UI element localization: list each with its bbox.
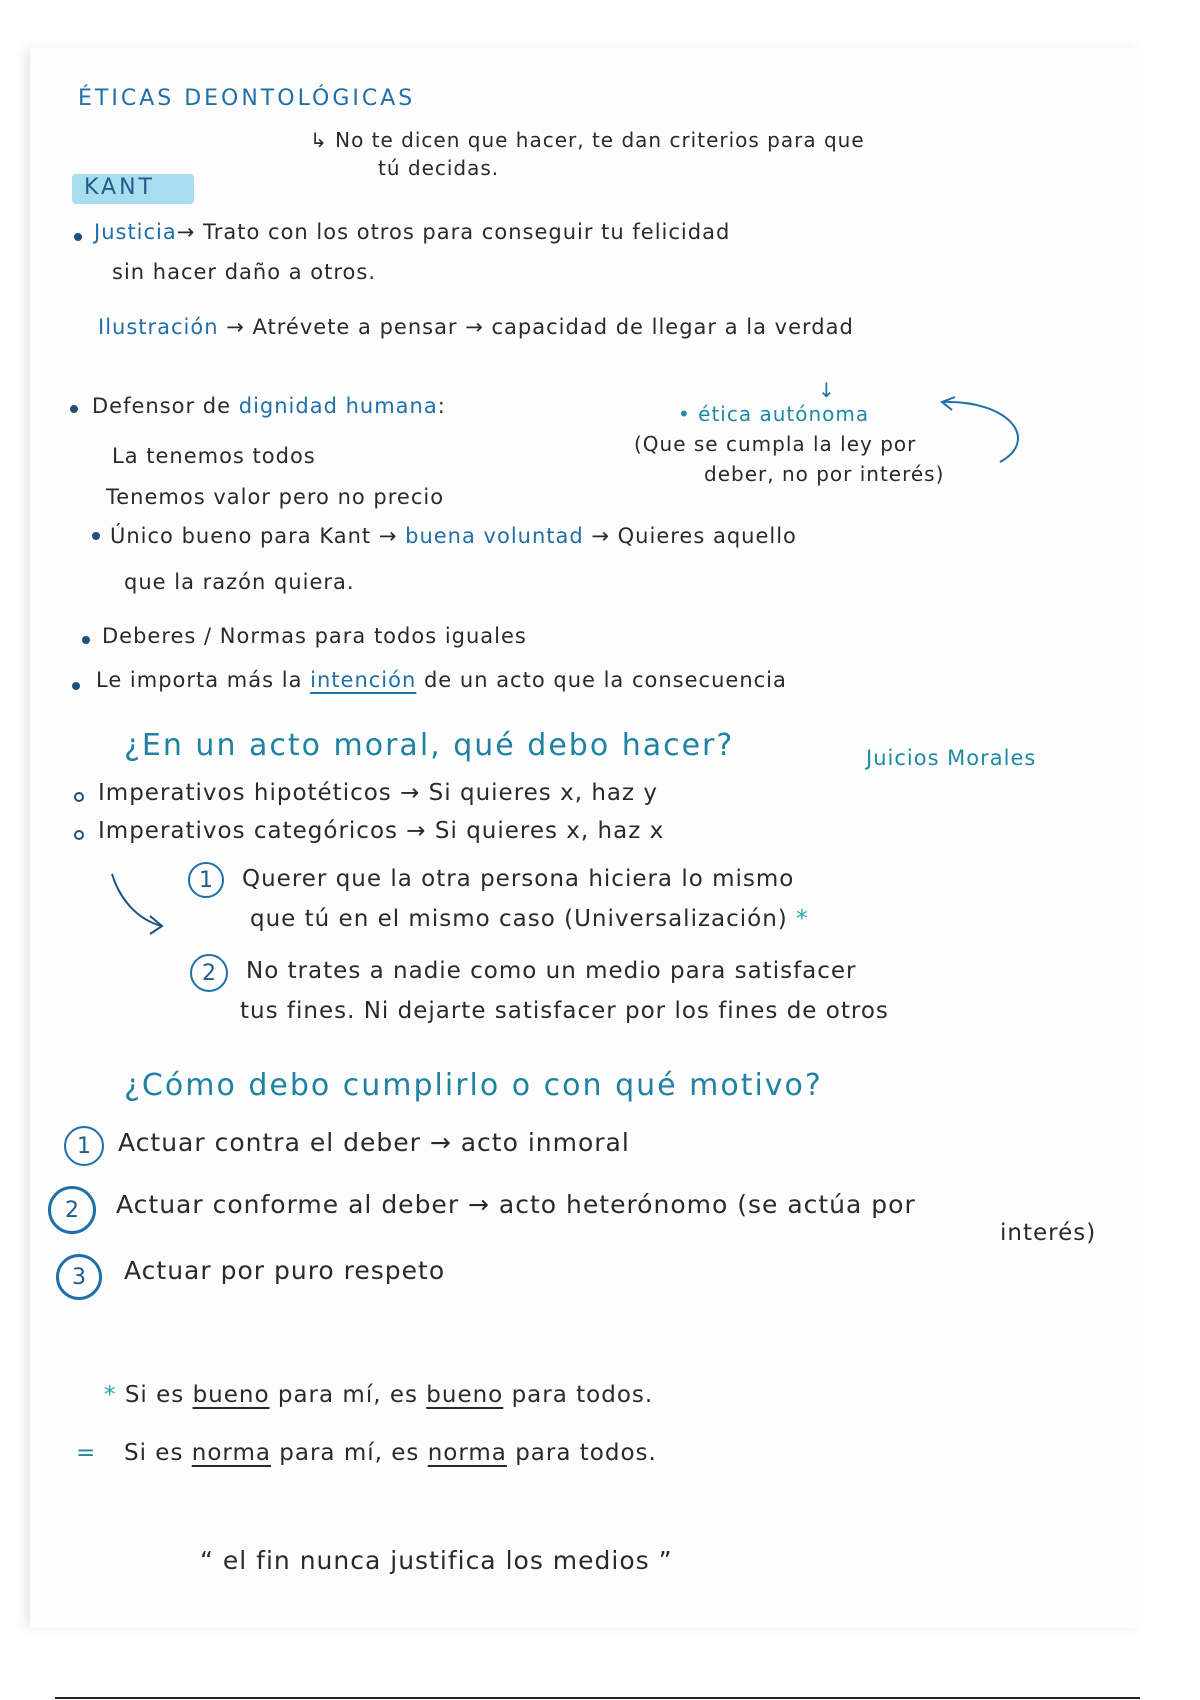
autonoma-line-3: deber, no por interés) xyxy=(704,462,945,486)
summary-line-2: Si es norma para mí, es norma para todos. xyxy=(124,1440,657,1466)
number-circle-m1: 1 xyxy=(64,1126,104,1166)
summary-line-1: * Si es bueno para mí, es bueno para todos. xyxy=(104,1382,654,1408)
subtitle-line-2: tú decidas. xyxy=(378,156,500,180)
motivo-3: Actuar por puro respeto xyxy=(124,1256,446,1285)
justicia-line-1: Justicia→ Trato con los otros para conseguir tu felicidad xyxy=(94,220,731,244)
categorico-1-line-2: que tú en el mismo caso (Universalización) * xyxy=(250,906,809,932)
justicia-line-2: sin hacer daño a otros. xyxy=(112,260,377,284)
question-side-note: Juicios Morales xyxy=(866,746,1037,770)
autonoma-line-2: (Que se cumpla la ley por xyxy=(634,432,917,456)
bent-arrow-icon xyxy=(112,874,162,926)
equals-sign: = xyxy=(76,1440,97,1466)
closing-quote: “ el fin nunca justifica los medios ” xyxy=(200,1546,673,1575)
kant-heading: KANT xyxy=(84,175,155,200)
imperativo-hipotetico: Imperativos hipotéticos → Si quieres x, haz y xyxy=(98,780,658,806)
defensor-line-2: La tenemos todos xyxy=(112,444,316,468)
ilustracion-line: Ilustración → Atrévete a pensar → capacidad de llegar a la verdad xyxy=(98,315,854,339)
number-circle-2: 2 xyxy=(190,954,228,992)
number-circle-1: 1 xyxy=(188,862,224,898)
number-circle-m3: 3 xyxy=(56,1254,102,1300)
asterisk-icon: * xyxy=(796,906,809,932)
number-circle-m2: 2 xyxy=(48,1186,96,1234)
imperativo-categorico: Imperativos categóricos → Si quieres x, haz x xyxy=(98,818,665,844)
defensor-line-3: Tenemos valor pero no precio xyxy=(106,485,445,509)
motivo-2-line-2: interés) xyxy=(1000,1220,1097,1246)
arrow-down-icon: ↓ xyxy=(818,378,836,402)
question-heading-1: ¿En un acto moral, qué debo hacer? xyxy=(124,728,735,763)
defensor-line-1: Defensor de dignidad humana: xyxy=(92,394,446,418)
asterisk-icon: * xyxy=(104,1382,117,1408)
subtitle-line-1: ↳ No te dicen que hacer, te dan criterios para que xyxy=(310,128,865,152)
curved-arrow-icon xyxy=(942,402,1018,462)
categorico-1-line-1: Querer que la otra persona hiciera lo mismo xyxy=(242,866,795,892)
categorico-2-line-1: No trates a nadie como un medio para satisfacer xyxy=(246,958,857,984)
question-heading-2: ¿Cómo debo cumplirlo o con qué motivo? xyxy=(124,1068,823,1103)
motivo-1: Actuar contra el deber → acto inmoral xyxy=(118,1128,630,1157)
page-title: ÉTICAS DEONTOLÓGICAS xyxy=(78,86,416,111)
categorico-2-line-2: tus fines. Ni dejarte satisfacer por los fines de otros xyxy=(240,998,889,1024)
deberes-line: Deberes / Normas para todos iguales xyxy=(102,624,527,648)
autonoma-line-1: • ética autónoma xyxy=(678,402,870,426)
arrowhead-icon xyxy=(942,397,955,410)
importa-line: Le importa más la intención de un acto que la consecuencia xyxy=(96,668,787,692)
unico-line-2: que la razón quiera. xyxy=(124,570,355,594)
unico-line-1: Único bueno para Kant → buena voluntad → Quieres aquello xyxy=(110,524,797,548)
motivo-2: Actuar conforme al deber → acto heterónomo (se actúa por xyxy=(116,1190,916,1219)
